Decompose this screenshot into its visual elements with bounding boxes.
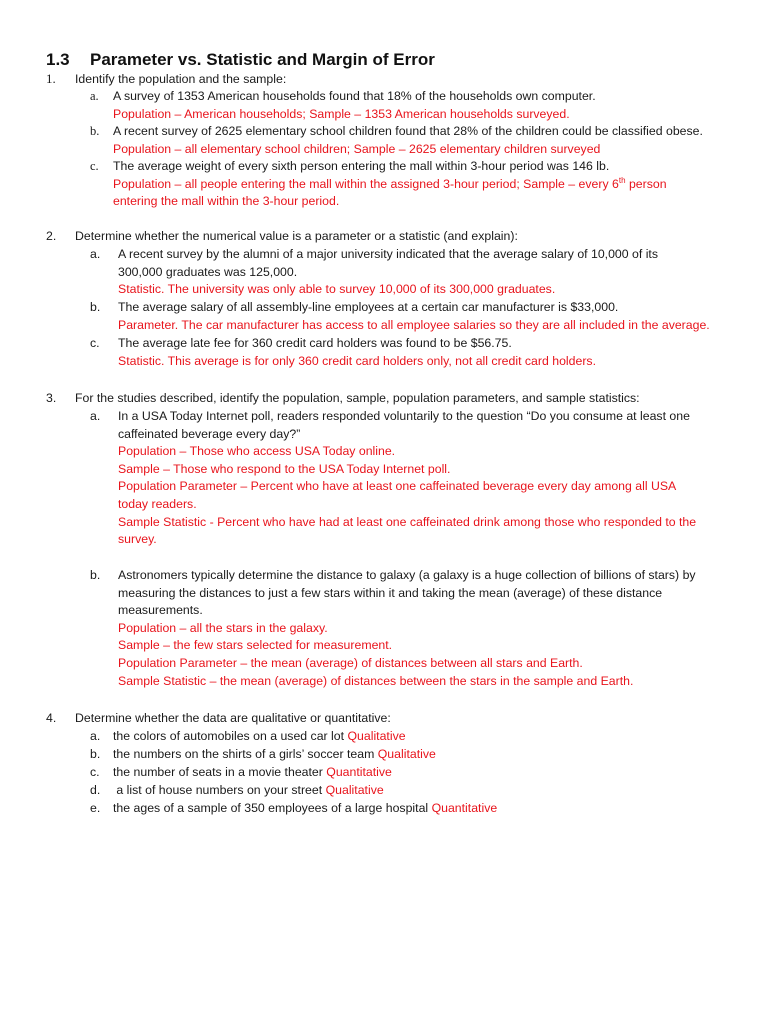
item-text-continued: measuring the distances to just a few stars within it and taking the mean (average) of these distance (118, 585, 663, 600)
answer-statistic-continued: survey. (118, 532, 157, 547)
item-text: Astronomers typically determine the distance to galaxy (a galaxy is a huge collection of billions of stars) by (118, 568, 696, 582)
item-text-continued: 300,000 graduates was 125,000. (118, 264, 298, 279)
page-title (46, 49, 435, 71)
item-text: a list of house numbers on your street (113, 783, 326, 797)
question-prompt: Identify the population and the sample: (75, 72, 287, 86)
question-number: 4. (46, 711, 57, 725)
item-text: the number of seats in a movie theater (113, 765, 327, 779)
answer-text: Statistic. The university was only able to survey 10,000 of its 300,000 graduates. (118, 282, 556, 297)
answer-text: Parameter. The car manufacturer has access to all employee salaries so they are all included in the average. (118, 317, 710, 332)
question-1 (46, 70, 286, 89)
answer-sample: Sample – the few stars selected for measurement. (118, 638, 393, 653)
section-title: Parameter vs. Statistic and Margin of Error (90, 50, 435, 69)
question-number: 2. (46, 229, 57, 243)
item-text: A recent survey by the alumni of a major university indicated that the average salary of 10,000 of its (118, 247, 658, 261)
question-number: 3. (46, 391, 57, 405)
question-4 (46, 710, 391, 728)
answer-superscript: th (618, 175, 626, 185)
item-text: A survey of 1353 American households found that 18% of the households own computer. (113, 89, 596, 103)
answer-parameter: Population Parameter – the mean (average) of distances between all stars and Earth. (118, 655, 583, 670)
answer-text: Qualitative (377, 747, 436, 761)
answer-text: Population – American households; Sample – 1353 American households surveyed. (113, 106, 570, 121)
item-label: d. (90, 783, 101, 797)
question-prompt: Determine whether the data are qualitative or quantitative: (75, 711, 391, 725)
item-text: the ages of a sample of 350 employees of a large hospital (113, 801, 432, 815)
section-number: 1.3 (46, 50, 70, 69)
item-label: b. (90, 568, 101, 582)
item-label: c. (90, 159, 99, 173)
answer-population: Population – Those who access USA Today online. (118, 444, 396, 459)
question-prompt: For the studies described, identify the population, sample, population parameters, and sample statistics: (75, 391, 640, 405)
item-text: The average salary of all assembly-line employees at a certain car manufacturer is $33,000. (118, 300, 619, 314)
item-text: the numbers on the shirts of a girls’ soccer team (113, 747, 378, 761)
item-text-continued: measurements. (118, 603, 203, 618)
question-3 (46, 390, 640, 408)
item-label: e. (90, 801, 101, 815)
answer-text: Qualitative (325, 783, 384, 797)
item-text: The average weight of every sixth person entering the mall within 3-hour period was 146 lb. (113, 159, 610, 173)
answer-text: Quantitative (431, 801, 498, 815)
answer-text-part: Population – all people entering the mall within the assigned 3-hour period; Sample – every 6 (113, 176, 619, 191)
answer-text-continued: entering the mall within the 3-hour period. (113, 194, 340, 209)
item-label: b. (90, 747, 101, 761)
answer-text: Statistic. This average is for only 360 credit card holders only, not all credit card holders. (118, 353, 596, 368)
answer-parameter: Population Parameter – Percent who have at least one caffeinated beverage every day among all USA (118, 479, 677, 494)
item-text-continued: caffeinated beverage every day?” (118, 426, 301, 441)
item-text: the colors of automobiles on a used car lot (113, 729, 348, 743)
item-text: In a USA Today Internet poll, readers responded voluntarily to the question “Do you consume at least one (118, 409, 690, 423)
item-label: a. (90, 247, 101, 261)
answer-statistic: Sample Statistic - Percent who have had at least one caffeinated drink among those who responded to the (118, 514, 697, 529)
item-label: b. (90, 124, 100, 138)
question-prompt: Determine whether the numerical value is a parameter or a statistic (and explain): (75, 229, 518, 243)
answer-text: Population – all elementary school children; Sample – 2625 elementary children surveyed (113, 141, 601, 156)
answer-population: Population – all the stars in the galaxy. (118, 620, 328, 635)
answer-statistic: Sample Statistic – the mean (average) of distances between the stars in the sample and Earth. (118, 673, 634, 688)
answer-text-part: person (625, 176, 667, 191)
item-text: The average late fee for 360 credit card holders was found to be $56.75. (118, 336, 512, 350)
answer-text (113, 176, 667, 194)
item-label: b. (90, 300, 101, 314)
answer-sample: Sample – Those who respond to the USA Today Internet poll. (118, 461, 451, 476)
item-label: c. (90, 765, 100, 779)
item-label: a. (90, 89, 99, 103)
answer-text: Qualitative (347, 729, 406, 743)
answer-text: Quantitative (326, 765, 392, 779)
question-number: 1. (46, 71, 56, 86)
answer-parameter-continued: today readers. (118, 496, 197, 511)
question-2 (46, 228, 518, 246)
item-text: A recent survey of 2625 elementary school children found that 28% of the children could be classified obese. (113, 124, 703, 138)
item-label: a. (90, 409, 101, 423)
item-label: c. (90, 336, 100, 350)
item-label: a. (90, 729, 101, 743)
